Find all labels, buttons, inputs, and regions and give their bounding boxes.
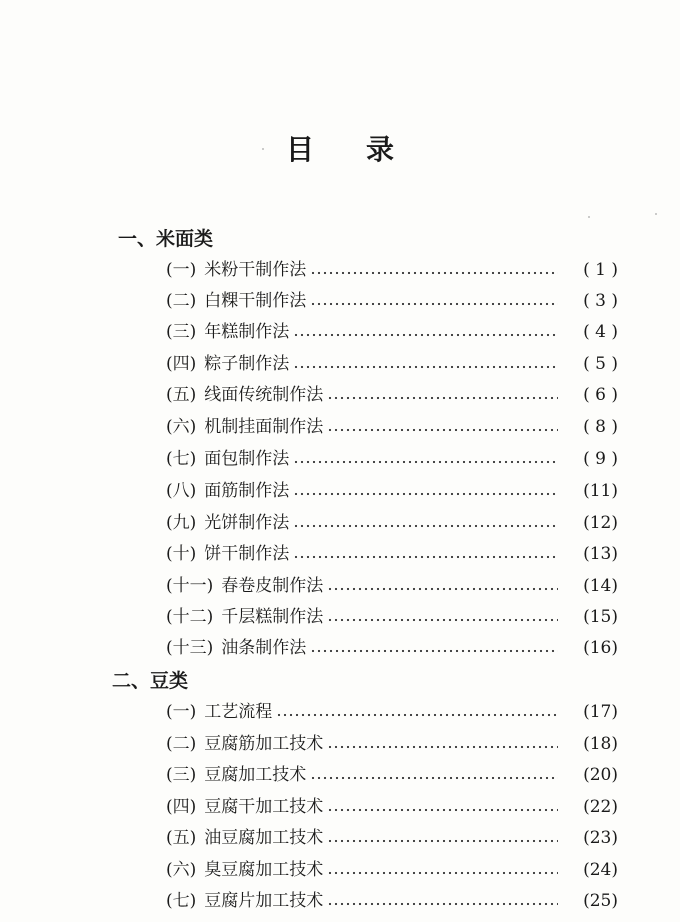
toc-entry[interactable]	[166, 256, 618, 280]
entry-title: 年糕制作法	[204, 322, 290, 342]
entry-title: 白粿干制作法	[204, 291, 307, 311]
dot-leader	[293, 365, 558, 369]
entry-number: (一)	[166, 702, 197, 722]
toc-entry[interactable]	[166, 445, 618, 469]
entry-page: (25)	[583, 891, 618, 911]
entry-page: ( 4 )	[583, 322, 618, 342]
dot-leader	[293, 460, 558, 464]
entry-title: 粽子制作法	[204, 354, 290, 374]
entry-number: (十)	[166, 544, 197, 564]
dot-leader	[293, 524, 558, 528]
dot-leader	[310, 271, 558, 275]
entry-number: (七)	[166, 891, 197, 911]
dot-leader	[276, 713, 558, 717]
dot-leader	[327, 745, 558, 749]
section-heading: 一、米面类	[118, 228, 214, 250]
section-heading: 二、豆类	[112, 670, 189, 692]
toc-entry[interactable]	[166, 793, 618, 817]
entry-title: 臭豆腐加工技术	[204, 860, 324, 880]
entry-number: (三)	[166, 322, 197, 342]
dot-leader	[327, 587, 558, 591]
entry-number: (十二)	[166, 607, 214, 627]
entry-number: (六)	[166, 860, 197, 880]
scan-speck	[655, 213, 657, 215]
dot-leader	[310, 776, 558, 780]
entry-page: (24)	[583, 860, 618, 880]
dot-leader	[327, 808, 558, 812]
page-title	[0, 128, 680, 168]
entry-page: (15)	[583, 607, 618, 627]
title-char-1: 目	[285, 133, 314, 166]
entry-title: 光饼制作法	[204, 513, 290, 533]
entry-page: (22)	[583, 797, 618, 817]
entry-page: ( 3 )	[583, 291, 618, 311]
toc-entry[interactable]	[166, 509, 618, 533]
dot-leader	[327, 902, 558, 906]
toc-entry[interactable]	[166, 634, 618, 658]
scan-speck	[588, 216, 590, 218]
entry-number: (六)	[166, 417, 197, 437]
entry-number: (九)	[166, 513, 197, 533]
entry-title: 油条制作法	[221, 638, 307, 658]
entry-page: (16)	[583, 638, 618, 658]
entry-page: ( 8 )	[583, 417, 618, 437]
dot-leader	[327, 871, 558, 875]
entry-title: 豆腐干加工技术	[204, 797, 324, 817]
toc-entry[interactable]	[166, 350, 618, 374]
entry-number: (三)	[166, 765, 197, 785]
dot-leader	[310, 649, 558, 653]
toc-entry[interactable]	[166, 477, 618, 501]
toc-entry[interactable]	[166, 856, 618, 880]
entry-number: (七)	[166, 449, 197, 469]
entry-page: (20)	[583, 765, 618, 785]
dot-leader	[293, 555, 558, 559]
dot-leader	[327, 839, 558, 843]
toc-entry[interactable]	[166, 761, 618, 785]
entry-title: 面包制作法	[204, 449, 290, 469]
toc-entry[interactable]	[166, 318, 618, 342]
entry-page: (23)	[583, 828, 618, 848]
toc-entry[interactable]	[166, 887, 618, 911]
entry-number: (五)	[166, 385, 197, 405]
toc-entry[interactable]	[166, 730, 618, 754]
entry-page: ( 6 )	[583, 385, 618, 405]
toc-entry[interactable]	[166, 824, 618, 848]
toc-entry[interactable]	[166, 413, 618, 437]
entry-title: 千层糕制作法	[221, 607, 324, 627]
entry-number: (五)	[166, 828, 197, 848]
toc-entry[interactable]	[166, 603, 618, 627]
entry-page: ( 9 )	[583, 449, 618, 469]
entry-title: 饼干制作法	[204, 544, 290, 564]
toc-entry[interactable]	[166, 381, 618, 405]
entry-title: 油豆腐加工技术	[204, 828, 324, 848]
entry-title: 春卷皮制作法	[221, 576, 324, 596]
entry-number: (十三)	[166, 638, 214, 658]
entry-page: (13)	[583, 544, 618, 564]
dot-leader	[293, 333, 558, 337]
entry-title: 豆腐筋加工技术	[204, 734, 324, 754]
title-char-2: 录	[366, 133, 395, 166]
dot-leader	[293, 492, 558, 496]
entry-title: 豆腐片加工技术	[204, 891, 324, 911]
toc-entry[interactable]	[166, 540, 618, 564]
toc-entry[interactable]	[166, 572, 618, 596]
entry-number: (一)	[166, 260, 197, 280]
entry-title: 机制挂面制作法	[204, 417, 324, 437]
entry-title: 工艺流程	[204, 702, 273, 722]
entry-page: (17)	[583, 702, 618, 722]
entry-page: (18)	[583, 734, 618, 754]
entry-page: (11)	[583, 481, 618, 501]
entry-number: (十一)	[166, 576, 214, 596]
toc-entry[interactable]	[166, 287, 618, 311]
toc-entry[interactable]	[166, 698, 618, 722]
dot-leader	[310, 302, 558, 306]
dot-leader	[327, 396, 558, 400]
entry-number: (四)	[166, 797, 197, 817]
entry-page: (12)	[583, 513, 618, 533]
entry-page: (14)	[583, 576, 618, 596]
entry-number: (二)	[166, 734, 197, 754]
dot-leader	[327, 428, 558, 432]
entry-page: ( 5 )	[583, 354, 618, 374]
entry-title: 豆腐加工技术	[204, 765, 307, 785]
entry-title: 面筋制作法	[204, 481, 290, 501]
entry-number: (二)	[166, 291, 197, 311]
entry-number: (八)	[166, 481, 197, 501]
dot-leader	[327, 618, 558, 622]
entry-page: ( 1 )	[583, 260, 618, 280]
entry-title: 米粉干制作法	[204, 260, 307, 280]
entry-number: (四)	[166, 354, 197, 374]
entry-title: 线面传统制作法	[204, 385, 324, 405]
